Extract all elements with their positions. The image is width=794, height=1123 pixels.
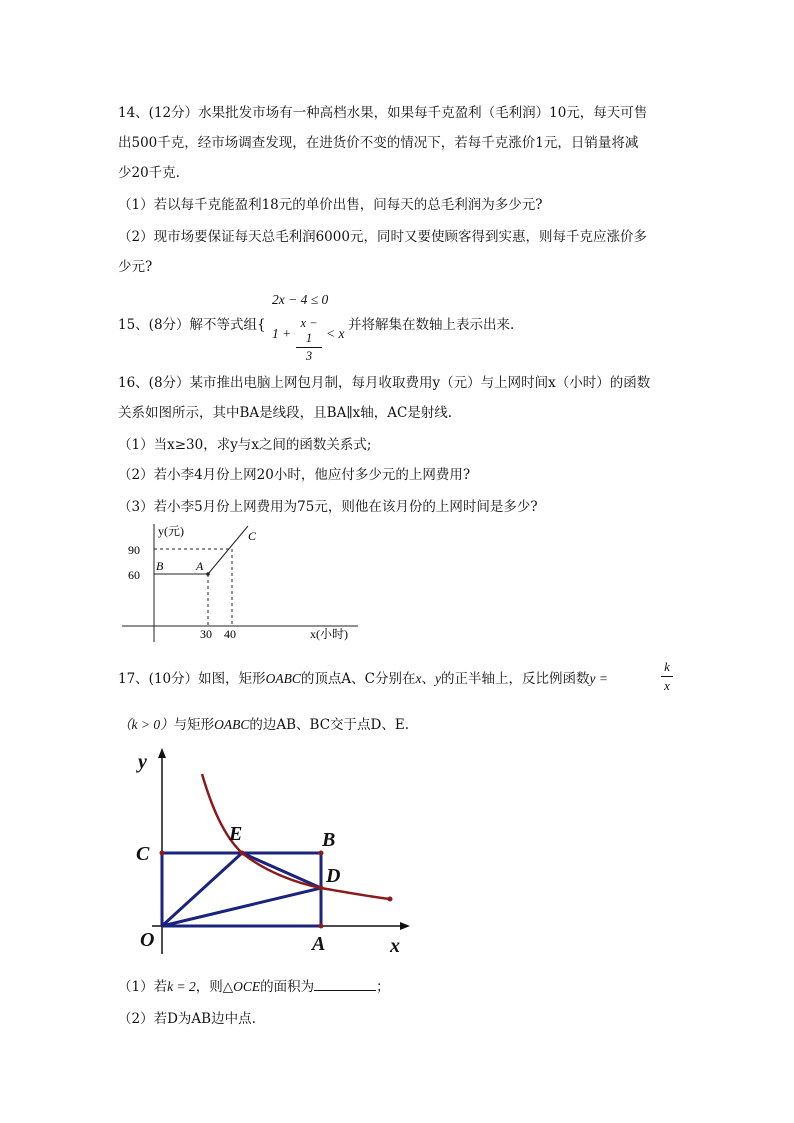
q16-tick-40: 40 [224,627,236,641]
q17-y-arrow-icon [158,748,166,758]
q17-sub-1-b: ，则 [195,979,223,995]
q17-shape-name: OABC [265,671,301,686]
q17-separator: 、 [421,671,435,687]
q17-line-2 [118,716,409,734]
q16-graph [118,518,368,646]
q17-label-a: A [312,933,326,955]
q15-fraction-bar [296,347,322,348]
q17-x-arrow-icon [400,922,410,930]
q17-segment-ed [242,853,321,888]
q17-line-1-mid: 的顶点A、C分别在 [300,671,416,687]
q17-point-a [319,924,324,929]
q17-shape-name-2: OABC [214,717,250,732]
q17-point-b [319,851,324,856]
q17-condition: （k > 0） [118,717,174,732]
q16-label-a: A [196,559,204,573]
q17-label-c: C [136,843,150,865]
q17-point-d [319,886,324,891]
q17-func-fraction [661,659,673,694]
q14-line-2: 出500千克，经市场调查发现，在进货价不变的情况下，若每千克涨价1元，日销量将减 [118,135,639,151]
q14-sub-1: （1）若以每千克能盈利18元的单价出售，问每天的总毛利润为多少元? [118,197,543,213]
q16-sub-1: （1）当x≥30，求y与x之间的函数关系式; [118,437,372,453]
q16-ray-ac [208,526,248,574]
q17-line-1 [118,670,608,688]
q15-suffix: 并将解集在数轴上表示出来. [348,317,515,333]
q15-fraction-numerator: x − 1 [300,316,318,345]
q17-answer-blank[interactable] [314,976,376,991]
q16-tick-60: 60 [128,568,140,582]
q17-axis-y: y [434,671,441,686]
q17-sub-1-condition: k = 2 [167,979,196,994]
q14-sub-2-line-2: 少元? [118,259,153,275]
q17-sub-1-end: ； [376,979,390,995]
q17-func-denominator: x [664,678,670,693]
q15-inequality-2-lead: 1 + [272,326,292,341]
q16-label-b: B [156,559,164,573]
q17-label-e: E [229,823,243,845]
q16-x-label: x(小时) [310,627,348,641]
q15-inequality-1: 2x − 4 ≤ 0 [272,292,329,307]
q15-prefix: 15、(8分）解不等式组{ [118,317,266,333]
q16-line-1: 16、(8分）某市推出电脑上网包月制，每月收取费用y（元）与上网时间x（小时）的函数 [118,375,651,391]
q17-label-d: D [326,865,341,887]
q14-line-1: 14、(12分）水果批发市场有一种高档水果，如果每千克盈利（毛利润）10元，每天可售 [118,105,648,121]
q16-sub-2: （2）若小李4月份上网20小时，他应付多少元的上网费用? [118,467,471,483]
q16-label-c: C [248,529,257,543]
q17-curve-end-point [388,897,393,902]
q15-fraction-denominator: 3 [305,349,313,363]
q14-line-3: 少20千克. [118,165,180,181]
q17-sub-2: （2）若D为AB边中点. [118,1011,256,1027]
q17-func-fraction-bar [661,676,673,677]
q14-sub-2-line-1: （2）现市场要保证每天总毛利润6000元，同时又要使顾客得到实惠，则每千克应涨价多 [118,229,647,245]
q16-y-label: y(元) [158,524,184,538]
q17-line-2-end: 的边AB、BC交于点D、E. [249,717,409,733]
q17-sub-1 [118,976,390,996]
q17-sub-1-c: 的面积为 [260,979,315,995]
q15-fraction [296,316,322,364]
q16-tick-30: 30 [200,627,212,641]
q16-line-2: 关系如图所示，其中BA是线段，且BA∥x轴，AC是射线. [118,405,453,421]
q17-label-b: B [322,829,336,851]
q17-sub-1-triangle: △OCE [222,979,261,994]
q17-label-x: x [390,935,400,957]
q17-point-e [240,851,245,856]
q17-sub-1-a: （1）若 [118,979,168,995]
q17-figure [128,742,428,960]
q16-sub-3: （3）若小李5月份上网费用为75元，则他在该月份的上网时间是多少? [118,499,538,515]
q17-segment-od [162,888,321,926]
q17-axis-x: x [415,671,422,686]
q17-point-c [160,851,165,856]
q17-func-lhs: y = [589,671,608,686]
q17-label-o: O [140,929,155,951]
q17-line-1-text: 17、(10分）如图，矩形 [118,671,266,687]
q15-inequality-2-tail: < x [326,326,345,341]
q17-line-2-text: 与矩形 [173,717,215,733]
q17-func-numerator: k [664,659,670,674]
q16-tick-90: 90 [128,543,140,557]
q17-line-1-end: 的正半轴上，反比例函数 [440,671,590,687]
q17-label-y: y [138,751,147,773]
